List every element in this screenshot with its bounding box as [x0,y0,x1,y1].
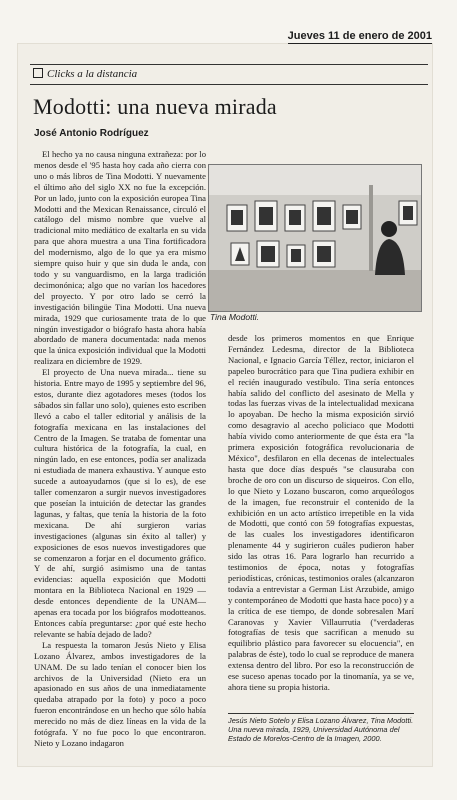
exhibition-photo-graphic [209,165,421,311]
square-bullet-icon [33,68,43,78]
body-paragraph: El proyecto de Una nueva mirada... tiene su historia. Entre mayo de 1995 y septiembre del 96, estos, durante diez agotadores meses (todos los sábados sin fallar uno solo), quienes esto escriben llevó a cabo el taller editorial y análisis de la fotografía mexicana en las instalaciones del Centro de la Imagen. Se trataba de fomentar una cultura histórica de la fotografía, la cual, en ningún lado, en ese entonces, podía ser analizada ni estudiada de manera exhaustiva. Y aunque esto sucede a autoayudarnos (que si lo es), de ese taller comenzaron a surgir nuevos investigadores que poseían la intuición de detectar las grandes lagunas, y faltas, que tenía la historia de la foto mexicana. De ahí surgieron varias investigaciones (algunas sin éxito al taller) y exposiciones de esos nuevos investigadores que se comenzaron a forjar en el documento gráfico. Y de ahí, surgió asimismo una de tantas evidencias: aquella exposición que Modotti montara en la Biblioteca Nacional en 1929 —desde entonces dependiente de la UNAM— apenas era tocada por los biógrafos modotteanos. Entonces cabía preguntarse: ¿por qué este hecho relevante se había dejado de lado? [34,367,206,639]
publication-date: Jueves 11 de enero de 2001 [287,30,432,42]
body-paragraph: La respuesta la tomaron Jesús Nieto y Elisa Lozano Álvarez, ambos investigadores de la UNAM. De su lado tenían el conocer bien los archivos de la Universidad (Nieto era un apasionado en sus años de una inmediatamente quedaba atrapado por la foto) y poco a poco fueron encontrándose en un hecho que sólo había merecido no más de diez líneas en la vida de la fotógrafa. Y no fue poco lo que encontraron. Nieto y Lozano indagaron [34,639,206,748]
article-body-right-column [228,333,414,713]
book-credit: Jesús Nieto Sotelo y Elisa Lozano Álvarez, Tina Modotti. Una nueva mirada, 1929, Universidad Autónoma del Estado de Morelos-Centro de la Imagen, 2000. [228,716,414,743]
article-photo [208,164,422,312]
body-paragraph: desde los primeros momentos en que Enrique Fernández Ledesma, director de la Biblioteca Nacional, e Ignacio García Téllez, rector, iniciaron el papeleo burocrático para que Tina pudiera exhibir en el recién inaugurado vestíbulo. Tina sería entonces había salido del conflicto del asesinato de Mella y todas las fuerzas vivas de la intelectualidad mexicana lo apoyaban. De hecho la misma exposición sirvió como desagravio al acecho policiaco que Modotti había vivido como anteriormente de que ésta era "la primera exposición fotográfica revolucionaria de México", desfilaron en ella decenas de intelectuales hasta que doce días después "se clausuraba con broche de oro con un discurso de siqueiros. Con ello, lo que Nieto y Lozano buscaron, como arqueólogos de la imagen, fue reconstruir el contenido de la exhibición en un acto artístico irrepetible en la vida de Modotti, que contó con 59 fotografías expuestas, de las cuales los investigadores identificaron plenamente 44 y sugirieron cuáles pudieron haber sido las otras 16. Para lograrlo han recurrido a testimonios de época, notas y fotografías periodísticas, crónicas, testimonios orales (alcanzaron todavía a entrevistar a German List Arzubide, amigo y contemporáneo de Modotti que hasta hace poco) y a la crítica de ese tiempo, de donde sobresalen Marí Caranovas y Xavier Villaurrutia ("verdaderas fotografías de tesis que sacrifican a menudo su equilibrio plástico para favorecer su elocuencia", en palabras de éste), todo lo cual se reproduce de manera extensa dentro del libro. Por eso la reconstrucción de ese suceso apenas tocado por la tinomanía, ya se ve, ahora tiene su propia historia. [228,333,414,692]
section-title: Clicks a la distancia [47,68,138,80]
photo-caption: Tina Modotti. [210,312,260,322]
section-rule [30,84,428,85]
credit-rule [228,713,414,714]
body-paragraph: El hecho ya no causa ninguna extrañeza: por lo menos desde el '95 hasta hoy cada año cierra con uno o más libros de Tina Modotti. Y nuevamente el último año del siglo XX no fue la excepción. Por un lado, junto con la exposición europea Tina Modotti and the Mexican Renaissance, circuló el catálogo del mismo nombre que vuelve al tradicional mito mediático de exaltarla en su vida para que ahora muestra a una Tina fortificadora del modernismo, algo de lo que ya era mismo siempre quiso huir y que sin duda le anda, con todo y su vanguardismo, en la larga tradición decimonónica; algo que no varían los hacedores del proyecto. Y por otro lado se cerró la investigación bilingüe Tina Modotti. Una nueva mirada, 1929 que curiosamente trata de lo que ningún investigador o biógrafo hasta ahora había abordado de manera documentada: nada menos que la única exposición individual que la Modotti realizara en diciembre de 1929. [34,149,206,367]
article-headline: Modotti: una nueva mirada [33,94,277,119]
top-rule [30,64,428,65]
section-label [33,68,137,80]
article-byline: José Antonio Rodríguez [34,128,149,139]
article-body-left-column [34,149,206,759]
